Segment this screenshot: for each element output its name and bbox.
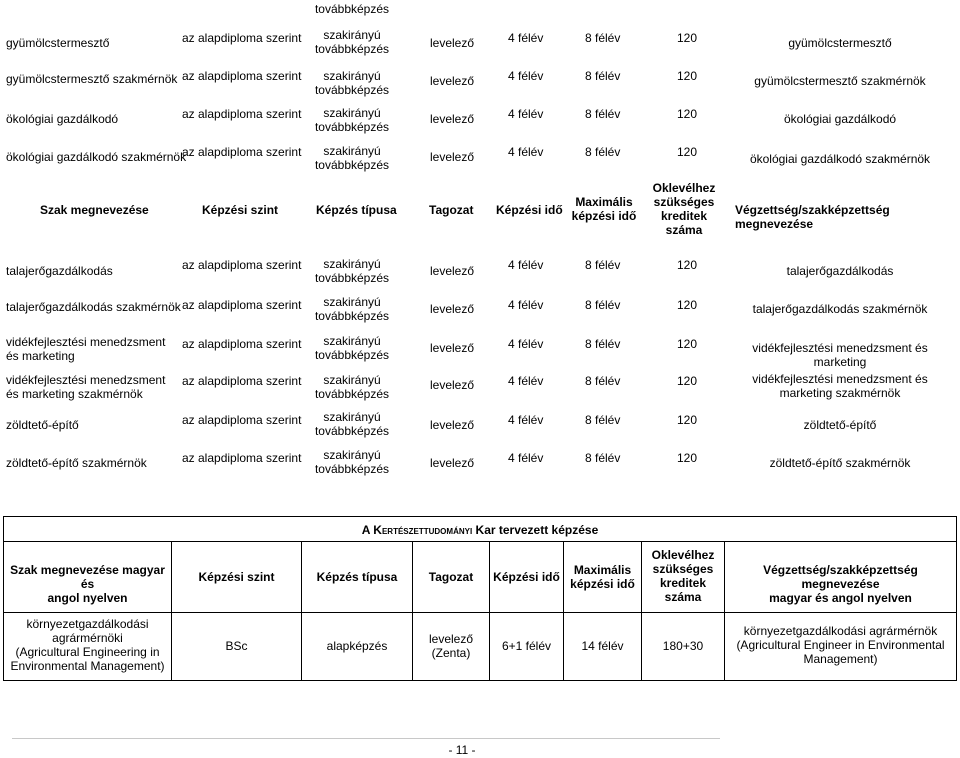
- course-max: 14 félév: [581, 639, 624, 653]
- header-name-line1: Szak megnevezése magyar és: [10, 563, 165, 591]
- header-mode: Tagozat: [428, 570, 474, 584]
- header-credits-line4: száma: [664, 590, 702, 604]
- header-max-line2: képzési idő: [570, 577, 635, 591]
- course-duration: 4 félév: [508, 413, 544, 427]
- header-qualification-line1: Végzettség/szakképzettség megnevezése: [763, 563, 918, 591]
- course-credits: 120: [677, 107, 698, 121]
- course-level: az alapdiploma szerint: [182, 145, 302, 159]
- header-level: Képzési szint: [198, 570, 275, 584]
- course-name-line1: környezetgazdálkodási: [26, 617, 149, 631]
- header-name: Szak megnevezése: [40, 203, 149, 217]
- course-max: 8 félév: [585, 69, 621, 83]
- course-max: 8 félév: [585, 31, 621, 45]
- header-mode: Tagozat: [429, 203, 474, 217]
- table-border-bottom: [3, 680, 957, 681]
- course-qualification: gyümölcstermesztő szakmérnök: [754, 74, 926, 88]
- table-col-divider: [301, 541, 302, 681]
- course-credits: 120: [677, 31, 698, 45]
- course-qualification: [725, 624, 956, 666]
- footer-rule: [12, 738, 720, 739]
- course-qualification: zöldtető-építő: [803, 418, 877, 432]
- course-max: 8 félév: [585, 107, 621, 121]
- course-duration: 4 félév: [508, 145, 544, 159]
- header-credits-line2: szükséges: [653, 195, 715, 209]
- course-credits: 120: [677, 298, 698, 312]
- course-level: az alapdiploma szerint: [182, 451, 302, 465]
- course-qualification: vidékfejlesztési menedzsment és marketing: [752, 341, 928, 369]
- course-credits: 120: [677, 69, 698, 83]
- course-duration: 4 félév: [508, 451, 544, 465]
- course-name: zöldtető-építő: [6, 418, 79, 432]
- header-max: [564, 563, 641, 591]
- course-mode: levelező: [430, 74, 475, 88]
- course-name: zöldtető-építő szakmérnök: [6, 456, 147, 470]
- header-max-line1: Maximális: [573, 563, 632, 577]
- faculty-table-title: [3, 523, 957, 537]
- header-type: Képzés típusa: [316, 203, 397, 217]
- course-type: szakirányú továbbképzés: [314, 295, 390, 323]
- header-max-line2: képzési idő: [571, 209, 637, 223]
- course-credits: 120: [677, 374, 698, 388]
- course-level: az alapdiploma szerint: [182, 107, 302, 121]
- course-duration: 4 félév: [508, 258, 544, 272]
- header-qualification-line2: magyar és angol nyelven: [769, 591, 912, 605]
- course-credits: 120: [677, 413, 698, 427]
- page-number: - 11 -: [448, 743, 476, 757]
- course-max: 8 félév: [585, 298, 621, 312]
- course-credits: 120: [677, 145, 698, 159]
- header-credits-line4: száma: [665, 223, 703, 237]
- course-name: talajerőgazdálkodás szakmérnök: [6, 300, 181, 314]
- course-type: szakirányú továbbképzés: [314, 28, 390, 56]
- course-duration: 4 félév: [508, 374, 544, 388]
- course-duration: 4 félév: [508, 107, 544, 121]
- course-mode: levelező: [430, 341, 475, 355]
- course-duration: 4 félév: [508, 31, 544, 45]
- course-credits: 120: [677, 451, 698, 465]
- header-credits: [646, 181, 722, 237]
- table-border-top: [3, 516, 957, 517]
- course-qualification-line3: Management): [803, 652, 878, 666]
- course-max: 8 félév: [585, 258, 621, 272]
- header-name-line2: angol nyelven: [47, 591, 128, 605]
- course-level: az alapdiploma szerint: [182, 258, 302, 272]
- course-duration: 4 félév: [508, 337, 544, 351]
- course-level: az alapdiploma szerint: [182, 374, 302, 388]
- course-max: 8 félév: [585, 413, 621, 427]
- header-name: [4, 563, 171, 605]
- course-mode: [413, 632, 489, 660]
- course-level: az alapdiploma szerint: [182, 413, 302, 427]
- course-type: szakirányú továbbképzés: [314, 373, 390, 401]
- table-col-divider: [489, 541, 490, 681]
- header-qualification: [725, 563, 956, 605]
- title-prefix: A: [361, 523, 374, 537]
- header-max: [566, 195, 642, 223]
- course-qualification-line1: környezetgazdálkodási agrármérnök: [743, 624, 938, 638]
- header-duration: Képzési idő: [493, 570, 560, 584]
- course-qualification: ökológiai gazdálkodó szakmérnök: [749, 152, 931, 166]
- course-name: vidékfejlesztési menedzsment és marketing: [6, 335, 166, 363]
- table-col-divider: [171, 541, 172, 681]
- course-max: 8 félév: [585, 145, 621, 159]
- course-name: gyümölcstermesztő szakmérnök: [6, 72, 178, 86]
- course-type: alapképzés: [326, 639, 388, 653]
- course-type: szakirányú továbbképzés: [314, 448, 390, 476]
- header-duration: Képzési idő: [496, 203, 563, 217]
- course-name: gyümölcstermesztő: [6, 36, 110, 50]
- title-suffix: Kar tervezett képzése: [472, 523, 599, 537]
- course-level: az alapdiploma szerint: [182, 337, 302, 351]
- course-name-line4: Environmental Management): [10, 659, 165, 673]
- header-credits-line3: kreditek: [660, 209, 708, 223]
- course-name: ökológiai gazdálkodó szakmérnök: [6, 150, 187, 164]
- course-name: ökológiai gazdálkodó: [6, 112, 119, 126]
- header-level: Képzési szint: [202, 203, 279, 217]
- course-qualification: gyümölcstermesztő: [788, 36, 892, 50]
- course-mode: levelező: [430, 36, 475, 50]
- course-level: az alapdiploma szerint: [182, 31, 302, 45]
- course-type: szakirányú továbbképzés: [314, 106, 390, 134]
- course-mode: levelező: [430, 264, 475, 278]
- course-max: 8 félév: [585, 337, 621, 351]
- header-max-line1: Maximális: [575, 195, 633, 209]
- title-faculty-name: Kertészettudományi: [373, 523, 473, 537]
- header-credits-line2: szükséges: [652, 562, 714, 576]
- header-credits: [642, 548, 724, 604]
- table-border: [3, 612, 957, 613]
- course-mode: levelező: [430, 418, 475, 432]
- course-duration: 4 félév: [508, 69, 544, 83]
- header-type: Képzés típusa: [316, 570, 398, 584]
- course-qualification: ökológiai gazdálkodó: [783, 112, 897, 126]
- course-level: BSc: [225, 639, 248, 653]
- course-type: szakirányú továbbképzés: [314, 69, 390, 97]
- course-mode: levelező: [430, 378, 475, 392]
- course-type: szakirányú továbbképzés: [314, 144, 390, 172]
- table-border-right: [956, 516, 957, 681]
- course-level: az alapdiploma szerint: [182, 69, 302, 83]
- top-fragment-text: továbbképzés: [314, 2, 390, 16]
- course-qualification-line2: (Agricultural Engineer in Environmental: [736, 638, 945, 652]
- table-col-divider: [412, 541, 413, 681]
- header-credits-line1: Oklevélhez: [652, 181, 716, 195]
- header-qualification: Végzettség/szakképzettség megnevezése: [735, 203, 890, 231]
- course-qualification: vidékfejlesztési menedzsment és marketing szakmérnök: [752, 372, 928, 400]
- course-duration: 4 félév: [508, 298, 544, 312]
- course-max: 8 félév: [585, 451, 621, 465]
- course-credits: 120: [677, 258, 698, 272]
- course-credits: 120: [677, 337, 698, 351]
- course-mode: levelező: [430, 150, 475, 164]
- course-credits: 180+30: [662, 639, 704, 653]
- course-qualification: talajerőgazdálkodás: [786, 264, 894, 278]
- course-type: szakirányú továbbképzés: [314, 257, 390, 285]
- header-credits-line1: Oklevélhez: [651, 548, 715, 562]
- course-type: szakirányú továbbképzés: [314, 410, 390, 438]
- course-mode: levelező: [430, 456, 475, 470]
- course-mode: levelező: [430, 302, 475, 316]
- header-credits-line3: kreditek: [659, 576, 707, 590]
- course-name: vidékfejlesztési menedzsment és marketing szakmérnök: [6, 373, 166, 401]
- course-name-line3: (Agricultural Engineering in: [15, 645, 160, 659]
- table-border: [3, 541, 957, 542]
- course-type: szakirányú továbbképzés: [314, 334, 390, 362]
- course-mode-line1: levelező: [428, 632, 474, 646]
- course-level: az alapdiploma szerint: [182, 298, 302, 312]
- course-name: talajerőgazdálkodás: [6, 264, 113, 278]
- course-mode: levelező: [430, 112, 475, 126]
- course-qualification: talajerőgazdálkodás szakmérnök: [752, 302, 928, 316]
- course-name: [4, 617, 171, 673]
- course-duration: 6+1 félév: [501, 639, 552, 653]
- course-name-line2: agrármérnöki: [52, 631, 123, 645]
- course-qualification: zöldtető-építő szakmérnök: [769, 456, 911, 470]
- course-mode-line2: (Zenta): [431, 646, 471, 660]
- course-max: 8 félév: [585, 374, 621, 388]
- table-col-divider: [563, 541, 564, 681]
